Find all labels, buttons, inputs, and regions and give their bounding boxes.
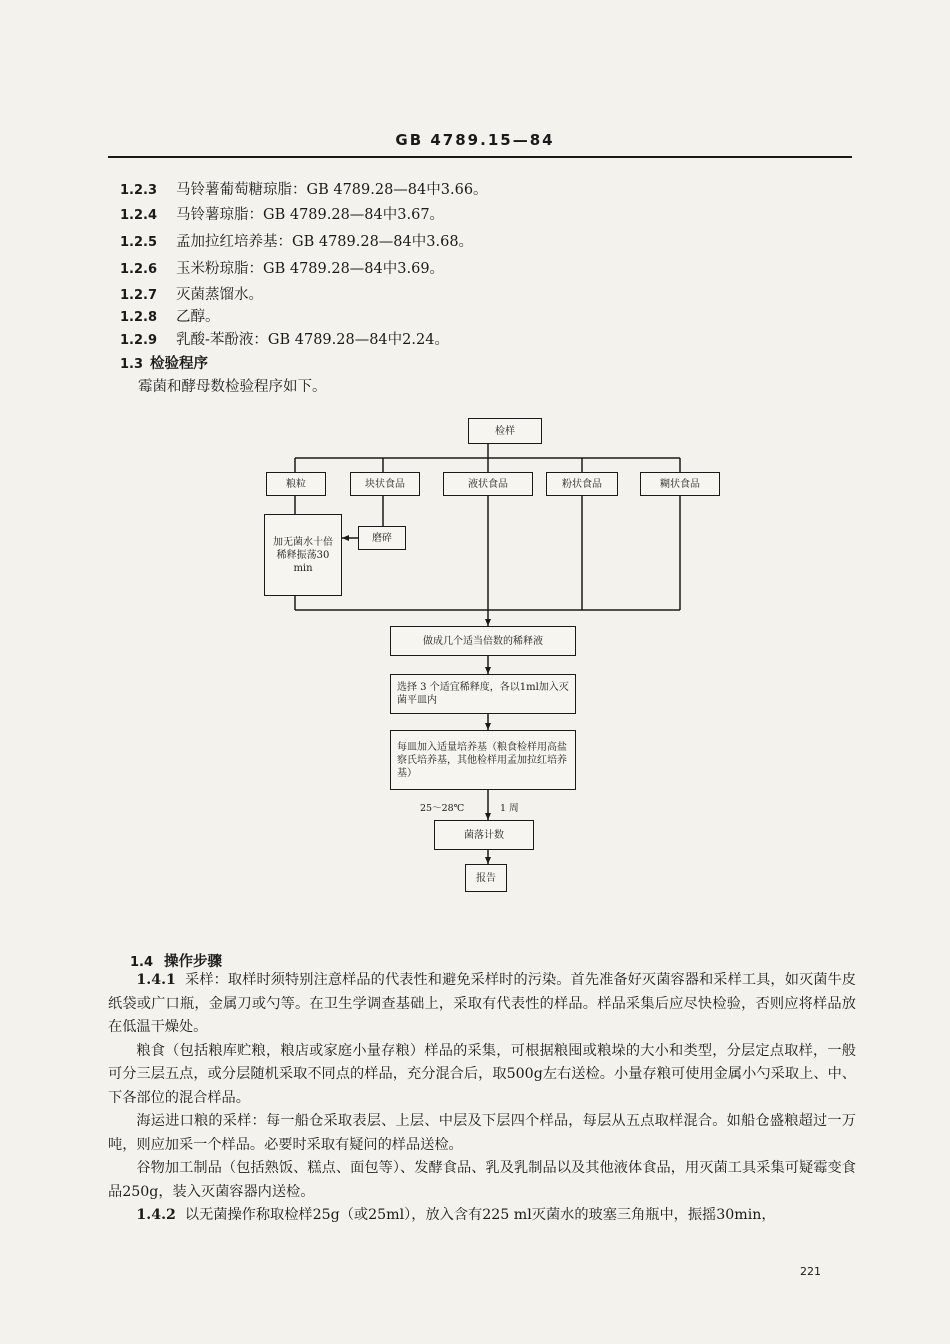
paragraph: 谷物加工制品（包括熟饭、糕点、面包等）、发酵食品、乳及乳制品以及其他液体食品，用灭菌工具采集可疑霉变食品250g，装入灭菌容器内送检。: [108, 1160, 856, 1200]
item-text: 孟加拉红培养基：GB 4789.28—84中3.68。: [176, 234, 474, 250]
flow-colony-count: 菌落计数: [434, 820, 534, 850]
item-number: 1.2.4: [120, 208, 158, 223]
flow-sample: 检样: [468, 418, 542, 444]
paragraph-text: 采样：取样时须特别注意样品的代表性和避免采样时的污染。首先准备好灭菌容器和采样工具，如灭菌牛皮纸袋或广口瓶，金属刀或勺等。在卫生学调查基础上，采取有代表性的样品。样品采集后应尽快检验，否则应将样品放在低温干燥处。: [108, 972, 856, 1035]
flow-block-food: 块状食品: [350, 472, 420, 496]
section-intro: 霉菌和酵母数检验程序如下。: [138, 379, 327, 395]
paragraph: 海运进口粮的采样：每一船仓采取表层、上层、中层及下层四个样品，每层从五点取样混合。如船仓盛粮超过一万吨，则应加采一个样品。必要时采取有疑问的样品送检。: [108, 1113, 856, 1153]
item-number: 1.2.6: [120, 262, 158, 277]
flow-add-medium: 每皿加入适量培养基（粮食检样用高盐察氏培养基，其他检样用孟加拉红培养基）: [390, 730, 576, 790]
item-number: 1.2.7: [120, 288, 158, 303]
item-number: 1.2.9: [120, 333, 158, 348]
paragraph: 粮食（包括粮库贮粮，粮店或家庭小量存粮）样品的采集，可根据粮囤或粮垛的大小和类型，分层定点取样，一般可分三层五点，或分层随机采取不同点的样品，充分混合后，取500g左右送检。小量存粮可使用金属小勺采取上、中、下各部位的混合样品。: [108, 1042, 856, 1106]
flow-duration: 1 周: [500, 803, 519, 814]
flow-powder-food: 粉状食品: [546, 472, 618, 496]
paragraph: [108, 1204, 856, 1228]
item-text: 乙醇。: [176, 309, 220, 325]
paragraph-text: 以无菌操作称取检样25g（或25ml），放入含有225 ml灭菌水的玻塞三角瓶中，振摇30min，: [184, 1207, 776, 1223]
item-text: 马铃薯琼脂：GB 4789.28—84中3.67。: [176, 207, 445, 223]
procedure-text: [108, 969, 856, 1228]
section-title: 操作步骤: [164, 953, 222, 970]
clause-number: 1.4.1: [136, 972, 176, 988]
item-text: 灭菌蒸馏水。: [176, 287, 263, 303]
item-number: 1.2.8: [120, 310, 158, 325]
flow-select-dilutions: 选择 3 个适宜稀释度，各以1ml加入灭菌平皿内: [390, 674, 576, 714]
item-text: 马铃薯葡萄糖琼脂：GB 4789.28—84中3.66。: [176, 182, 488, 198]
flow-paste-food: 糊状食品: [640, 472, 720, 496]
clause-number: 1.4.2: [136, 1207, 176, 1223]
flow-crush: 磨碎: [358, 526, 406, 550]
item-text: 玉米粉琼脂：GB 4789.28—84中3.69。: [176, 261, 445, 277]
flow-dilutions: 做成几个适当倍数的稀释液: [390, 626, 576, 656]
paragraph: [108, 969, 856, 1040]
page-header: GB 4789.15—84: [395, 131, 555, 149]
item-number: 1.2.3: [120, 183, 158, 198]
flow-dilute-10x: 加无菌水十倍稀释振荡30 min: [264, 514, 342, 596]
flow-temperature: 25～28℃: [420, 803, 465, 814]
section-heading: [130, 950, 222, 971]
page-number: 221: [800, 1265, 821, 1278]
section-number: 1.4: [130, 955, 154, 970]
section-number: 1.3: [120, 357, 144, 372]
item-text: 乳酸-苯酚液：GB 4789.28—84中2.24。: [176, 332, 449, 348]
item-number: 1.2.5: [120, 235, 158, 250]
flow-liquid-food: 液状食品: [443, 472, 533, 496]
section-title: 检验程序: [150, 355, 208, 372]
flow-report: 报告: [465, 864, 507, 892]
flow-grain: 粮粒: [266, 472, 326, 496]
